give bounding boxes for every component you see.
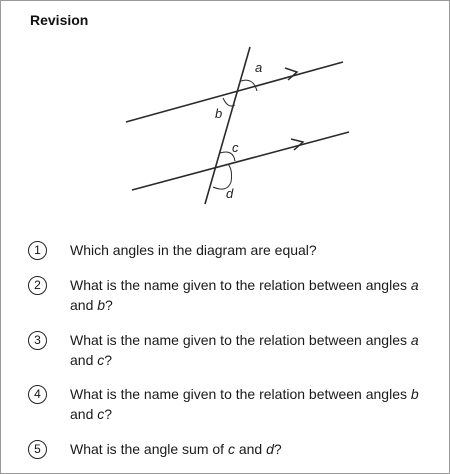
question-text-run: and	[234, 441, 267, 457]
angle-label-a: a	[255, 60, 263, 75]
question-text-run: Which angles in the diagram are equal?	[70, 242, 317, 258]
question-number-badge: 1	[28, 241, 47, 260]
transversal-line	[205, 47, 250, 204]
question-text-run: What is the angle sum of	[70, 441, 228, 457]
angle-variable: a	[410, 277, 419, 293]
card-title: Revision	[30, 12, 89, 28]
angle-variable: b	[410, 386, 419, 402]
question-text-run: ?	[273, 441, 282, 457]
angle-variable: c	[97, 406, 105, 422]
question-text	[70, 384, 430, 424]
question-number-badge: 3	[28, 331, 47, 350]
question-number-badge: 5	[28, 440, 47, 459]
question-number-badge: 4	[28, 385, 47, 404]
question-text-run: ?	[105, 297, 113, 313]
question-text-run: What is the name given to the relation between angles	[70, 277, 411, 293]
angle-variable: c	[97, 352, 105, 368]
question-text-run: ?	[104, 352, 113, 368]
question-text-run: What is the name given to the relation between angles	[70, 386, 411, 402]
angle-variable: a	[410, 332, 419, 348]
angle-label-c: c	[232, 140, 239, 155]
question-text-run: and	[70, 297, 98, 313]
question-text	[70, 275, 430, 315]
question-text-run: and	[70, 406, 98, 422]
lower-parallel-line	[132, 132, 349, 190]
question-text-run: What is the name given to the relation between angles	[70, 332, 411, 348]
question-text	[70, 240, 430, 260]
question-text	[70, 439, 430, 459]
parallel-lines-diagram	[1, 1, 449, 231]
angle-label-d: d	[226, 186, 234, 201]
angle-variable: d	[266, 441, 274, 457]
question-text-run: and	[70, 352, 98, 368]
angle-label-b: b	[215, 106, 223, 121]
upper-parallel-line	[126, 62, 343, 122]
angle-variable: c	[227, 441, 235, 457]
question-number-badge: 2	[28, 276, 47, 295]
question-text	[70, 330, 430, 370]
angle-variable: b	[97, 297, 106, 313]
lower-arrow-icon	[291, 139, 303, 150]
question-text-run: ?	[104, 406, 113, 422]
